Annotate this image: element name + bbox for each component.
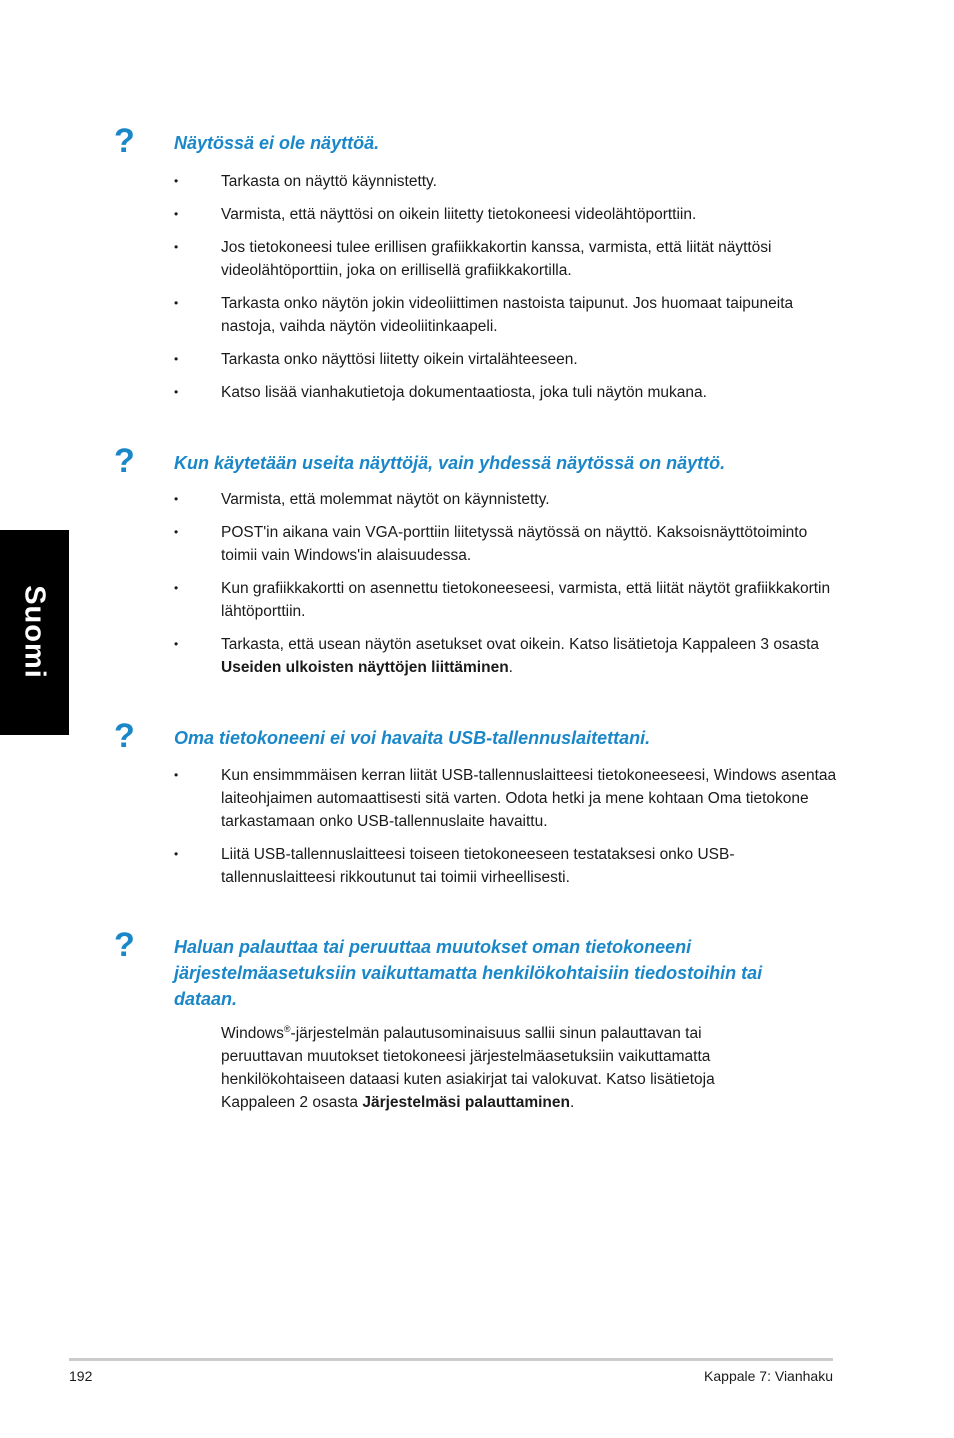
list-item: • Jos tietokoneesi tulee erillisen grafiikkakortin kanssa, varmista, että liität näyttösi videolähtöporttiin, joka on erillisellä grafiikkakortilla. (0, 236, 841, 282)
chapter-reference: Järjestelmäsi palauttaminen (362, 1094, 570, 1111)
list-item: • POST'in aikana vain VGA-porttiin liitetyssä näytössä on näyttö. Kaksoisnäyttötoiminto toimii vain Windows'in alaisuudessa. (0, 521, 841, 567)
section-title: Oma tietokoneeni ei voi havaita USB-tallennuslaitettani. (174, 728, 651, 748)
section-title: Haluan palauttaa tai peruuttaa muutokset oman tietokoneeni järjestelmäasetuksiin vaikuttamatta henkilökohtaisiin tiedostoihin tai dataan. (174, 937, 763, 1009)
section-title: Näytössä ei ole näyttöä. (174, 133, 380, 153)
list-item: • Varmista, että molemmat näytöt on käynnistetty. (0, 488, 841, 511)
list-item: • Varmista, että näyttösi on oikein liitetty tietokoneesi videolähtöporttiin. (0, 203, 841, 226)
bullet-icon: • (174, 240, 179, 254)
footer-divider (69, 1358, 833, 1361)
bullet-list (0, 488, 841, 679)
bullet-icon: • (174, 492, 179, 506)
bullet-icon: • (174, 525, 179, 539)
section-title: Kun käytetään useita näyttöjä, vain yhdessä näytössä on näyttö. (174, 453, 726, 473)
list-item: • Kun grafiikkakortti on asennettu tietokoneeseesi, varmista, että liität näytöt grafiikkakortin lähtöporttiin. (0, 577, 841, 623)
bullet-list (0, 170, 841, 404)
bullet-icon: • (174, 207, 179, 221)
bullet-icon: • (174, 768, 179, 782)
question-mark-icon: ? (114, 926, 135, 964)
bullet-icon: • (174, 352, 179, 366)
page-number: 192 (69, 1368, 93, 1384)
list-item: • Tarkasta onko näyttösi liitetty oikein virtalähteeseen. (0, 348, 841, 371)
bullet-icon: • (174, 385, 179, 399)
bullet-icon: • (174, 174, 179, 188)
question-mark-icon: ? (114, 717, 135, 755)
list-item: • Tarkasta on näyttö käynnistetty. (0, 170, 841, 193)
list-item: • Tarkasta, että usean näytön asetukset ovat oikein. Katso lisätietoja Kappaleen 3 osasta Useiden ulkoisten näyttöjen liittäminen. (0, 633, 841, 679)
side-tab-label: Suomi (18, 585, 51, 679)
list-item: • Liitä USB-tallennuslaitteesi toiseen tietokoneeseen testataksesi onko USB-tallennuslaitteesi rikkoutunut tai toimii virheellisesti. (0, 843, 841, 889)
section-paragraph: Windows®-järjestelmän palautusominaisuus sallii sinun palauttavan tai peruuttavan muutokset tietokoneesi järjestelmäasetuksiin vaikuttamatta henkilökohtaiseen dataasi kuten asiakirjat tai valokuvat. Katso lisätietoja Kappaleen 2 osasta Järjestelmäsi palauttaminen. (221, 1023, 715, 1111)
bullet-icon: • (174, 637, 179, 651)
bullet-icon: • (174, 581, 179, 595)
bullet-icon: • (174, 296, 179, 310)
bullet-icon: • (174, 847, 179, 861)
question-mark-icon: ? (114, 442, 135, 480)
chapter-reference: Useiden ulkoisten näyttöjen liittäminen (221, 659, 509, 676)
registered-mark: ® (283, 1023, 291, 1034)
bullet-list (0, 764, 841, 889)
list-item: • Tarkasta onko näytön jokin videoliittimen nastoista taipunut. Jos huomaat taipuneita nastoja, vaihda näytön videoliitinkaapeli. (0, 292, 841, 338)
question-mark-icon: ? (114, 122, 135, 160)
list-item: • Kun ensimmmäisen kerran liität USB-tallennuslaitteesi tietokoneeseesi, Windows asentaa laiteohjaimen automaattisesti sitä varten. Odota hetki ja mene kohtaan Oma tietokone tarkastamaan onko USB-tallennuslaite havaittu. (0, 764, 841, 833)
list-item: • Katso lisää vianhakutietoja dokumentaatiosta, joka tuli näytön mukana. (0, 381, 841, 404)
chapter-title: Kappale 7: Vianhaku (704, 1368, 833, 1384)
